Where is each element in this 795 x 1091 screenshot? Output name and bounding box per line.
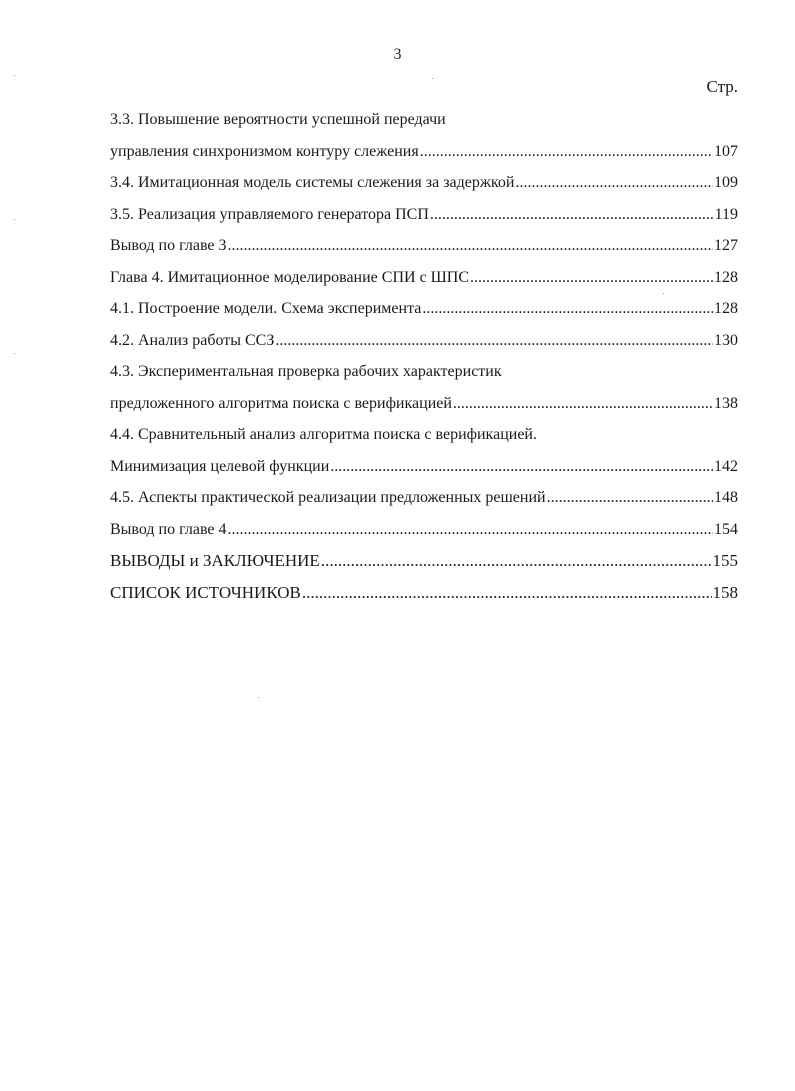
scan-speck: [663, 293, 664, 294]
toc-leader-dots: [228, 514, 713, 546]
toc-entry: [110, 545, 738, 577]
toc-entry-text: 4.3. Экспериментальная проверка рабочих характеристик: [110, 363, 502, 380]
toc-entry-text: предложенного алгоритма поиска с верификацией: [110, 394, 452, 412]
toc-entry: [110, 104, 738, 136]
toc-leader-dots: [275, 325, 713, 357]
toc-entry: [110, 356, 738, 388]
page-number: 3: [393, 46, 402, 63]
toc-leader-dots: [453, 388, 713, 420]
toc-entry: [110, 388, 738, 420]
scan-speck: [14, 353, 15, 354]
toc-entry-text: 4.5. Аспекты практической реализации предложенных решений: [110, 489, 546, 506]
toc-entry-page: 119: [714, 205, 738, 223]
toc-leader-dots: [302, 577, 712, 609]
toc-entry: [110, 451, 738, 483]
toc-entry: [110, 419, 738, 451]
toc-leader-dots: [420, 136, 713, 168]
toc-entry: [110, 293, 738, 325]
toc-entry: [110, 136, 738, 168]
toc-entry-page: 154: [714, 520, 738, 538]
toc-entry-text: Вывод по главе 4: [110, 520, 227, 538]
toc-entry: [110, 325, 738, 357]
toc-entry: [110, 199, 738, 231]
toc-entry: [110, 482, 738, 514]
toc-leader-dots: [430, 199, 714, 231]
toc-entry: [110, 262, 738, 294]
toc-leader-dots: [228, 230, 713, 262]
toc-entry: [110, 230, 738, 262]
toc-entry-page: 138: [714, 394, 738, 412]
toc-entry-text: 4.4. Сравнительный анализ алгоритма поиска с верификацией.: [110, 426, 537, 443]
toc-entry-text: Минимизация целевой функции: [110, 457, 330, 475]
toc-entry-text: 3.3. Повышение вероятности успешной передачи: [110, 111, 446, 128]
toc-leader-dots: [547, 482, 713, 514]
toc-entry-page: 128: [714, 300, 738, 317]
toc-entry-text: ВЫВОДЫ и ЗАКЛЮЧЕНИЕ: [110, 551, 320, 570]
scan-speck: [432, 78, 433, 79]
toc-leader-dots: [321, 545, 712, 577]
toc-leader-dots: [330, 451, 713, 483]
toc-leader-dots: [515, 167, 713, 199]
toc-entry-text: Глава 4. Имитационное моделирование СПИ с ШПС: [110, 268, 470, 286]
toc-entry-page: 127: [714, 237, 738, 254]
toc-entry-text: 3.4. Имитационная модель системы слежения за задержкой: [110, 174, 515, 191]
toc-entry-page: 148: [714, 489, 738, 506]
toc-entry-page: 109: [714, 174, 738, 191]
toc-entry: [110, 167, 738, 199]
toc-entry-text: 4.2. Анализ работы ССЗ: [110, 331, 275, 349]
toc-entry-page: 107: [714, 142, 738, 160]
toc-entry: [110, 514, 738, 546]
scan-speck: [14, 75, 15, 76]
scan-speck: [258, 697, 259, 698]
scan-speck: [14, 219, 15, 220]
toc-entry-text: 4.1. Построение модели. Схема эксперимента: [110, 300, 422, 317]
toc-entry-text: 3.5. Реализация управляемого генератора ПСП: [110, 205, 429, 223]
toc-entry-page: 158: [712, 582, 738, 602]
page-column-label: Стр.: [706, 77, 738, 96]
toc-entry-page: 142: [714, 457, 738, 475]
toc-entry-text: СПИСОК ИСТОЧНИКОВ: [110, 582, 301, 602]
toc-leader-dots: [470, 262, 713, 294]
toc-entry: [110, 577, 738, 609]
toc-entry-text: Вывод по главе 3: [110, 237, 227, 254]
toc-entry-page: 128: [714, 268, 738, 286]
toc-entry-page: 155: [712, 551, 738, 570]
toc-leader-dots: [422, 293, 713, 325]
table-of-contents: [110, 104, 738, 608]
toc-entry-text: управления синхронизмом контуру слежения: [110, 142, 419, 160]
toc-entry-page: 130: [714, 331, 738, 349]
